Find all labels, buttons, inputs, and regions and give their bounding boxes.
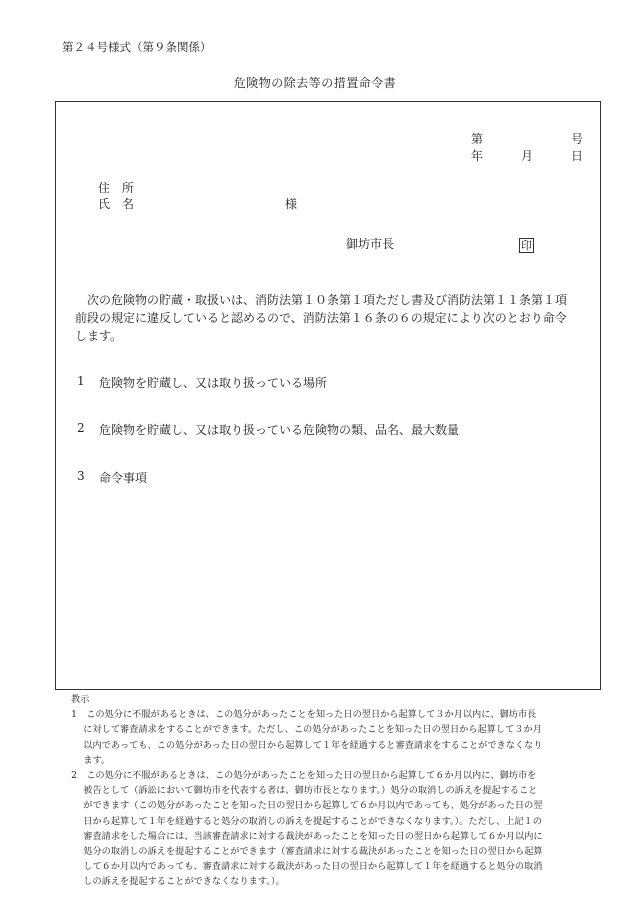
seal-label: 印: [521, 239, 532, 252]
number-dai: 第: [471, 132, 484, 146]
notice-line: ができます（この処分があったことを知った日の翌日から起算して６か月以内であっても、処分があった日の翌: [62, 800, 543, 812]
date-day: 日: [571, 149, 584, 163]
notice-line: して６か月以内であっても、審査請求に対する裁決があった日の翌日から起算して１年を経過すると処分の取消: [62, 861, 543, 873]
item-number: 2: [77, 421, 85, 435]
notice-line: に対して審査請求をすることができます。ただし、この処分があったことを知った日の翌日から起算して３か月: [62, 724, 542, 736]
body-line: 前段の規定に違反していると認めるので、消防法第１６条の６の規定により次のとおり命令: [75, 311, 567, 325]
appeal-notice: [62, 692, 602, 890]
seal-mark: [519, 234, 534, 253]
item-text: 危険物を貯蔵し、又は取り扱っている危険物の類、品名、最大数量: [99, 423, 460, 437]
notice-line: 1 この処分に不服があるときは、この処分があったことを知った日の翌日から起算して３か月以内に、御坊市長: [62, 709, 537, 721]
name-label: 氏 名: [98, 197, 135, 211]
body-line: 次の危険物の貯蔵・取扱いは、消防法第１０条第１項ただし書及び消防法第１１条第１項: [75, 293, 568, 307]
issuer-name: 御坊市長: [346, 237, 395, 251]
item-number: 3: [77, 469, 85, 483]
date-month: 月: [521, 149, 534, 163]
notice-line: 日から起算して１年を経過すると処分の取消しの訴えを提起することができなくなります。）。ただし、上記１の: [62, 815, 542, 827]
document-frame: [55, 101, 601, 690]
item-text: 命令事項: [99, 471, 148, 485]
honorific: 様: [285, 197, 298, 211]
address-label: 住 所: [98, 181, 135, 195]
notice-line: しの訴えを提起することができなくなります。）。: [62, 876, 285, 888]
notice-line: 処分の取消しの訴えを提起することができます（審査請求に対する裁決があったことを知った日の翌日から起算: [62, 846, 543, 858]
order-body: [75, 291, 590, 345]
notice-line: 被告として（訴訟において御坊市を代表する者は、御坊市長となります。）処分の取消しの訴えを提起すること: [62, 785, 538, 797]
notice-line: ます。: [62, 754, 111, 766]
notice-title: 教示: [71, 694, 90, 705]
date-year: 年: [471, 149, 484, 163]
number-go: 号: [571, 132, 584, 146]
document-title: 危険物の除去等の措置命令書: [233, 76, 397, 90]
body-line: します。: [75, 329, 123, 343]
notice-line: 以内であっても、この処分があった日の翌日から起算して１年を経過すると審査請求をすることができなくなり: [62, 739, 543, 751]
item-text: 危険物を貯蔵し、又は取り扱っている場所: [99, 376, 328, 390]
notice-line: 審査請求をした場合には、当該審査請求に対する裁決があったことを知った日の翌日から起算して６か月以内に: [62, 830, 543, 842]
form-number: 第２４号様式（第９条関係）: [62, 40, 212, 54]
notice-line: 2 この処分に不服があるときは、この処分があったことを知った日の翌日から起算して６か月以内に、御坊市を: [62, 770, 537, 782]
item-number: 1: [77, 374, 85, 388]
